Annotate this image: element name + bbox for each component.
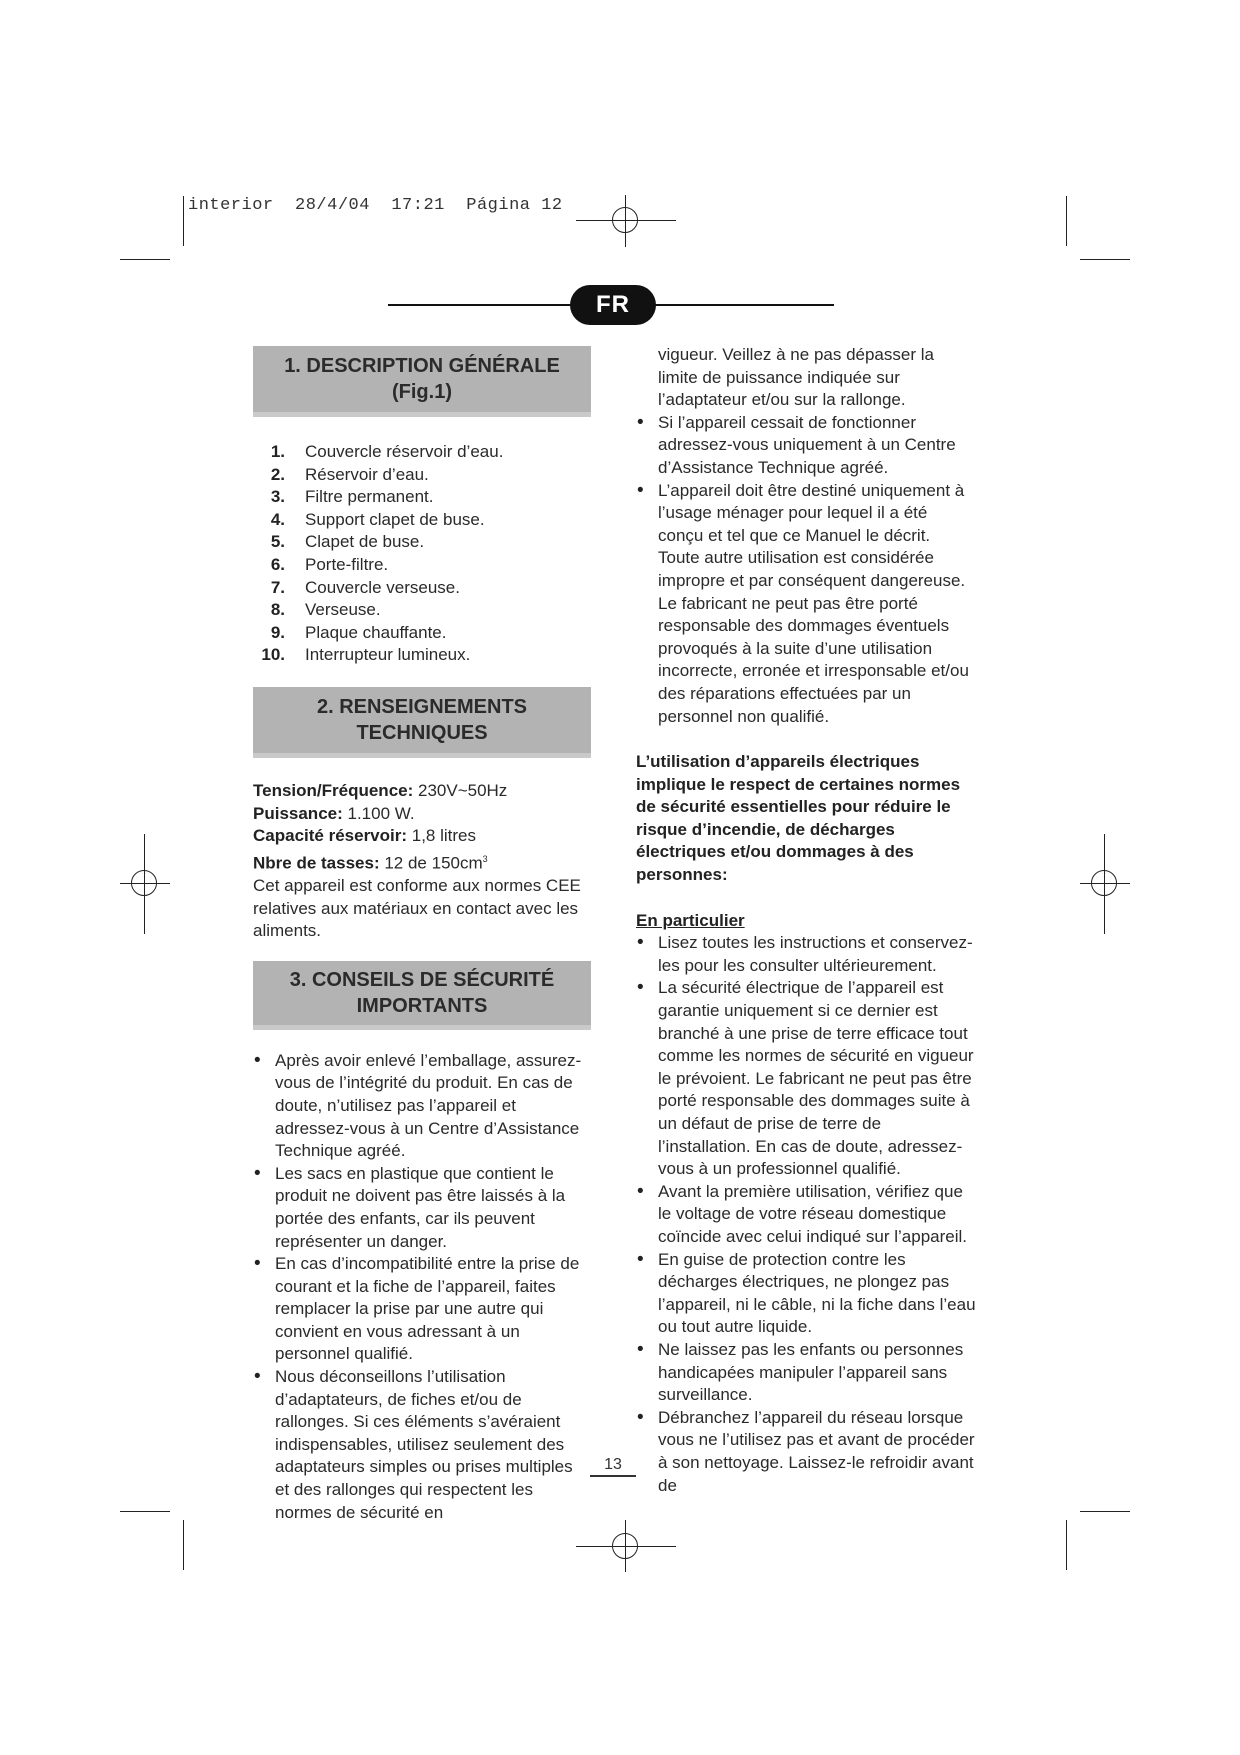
list-item: 6. Porte-filtre. xyxy=(270,554,389,574)
list-item: 10. Interrupteur lumineux. xyxy=(261,645,471,665)
right-column xyxy=(636,344,976,1497)
list-item: • En guise de protection contre les décharges électriques, ne plongez pas l’appareil, ni le câble, ni la fiche dans l’eau ou tout autre liquide. xyxy=(636,1249,976,1339)
list-item: 9. Plaque chauffante. xyxy=(270,622,447,642)
slug-page: Página 12 xyxy=(466,196,563,215)
spec-row: Capacité réservoir: 1,8 litres xyxy=(253,826,477,846)
parts-list xyxy=(253,441,591,667)
list-item: • La sécurité électrique de l’appareil est garantie uniquement si ce dernier est branché à une prise de terre efficace tout comme les normes de sécurité en vigueur le prévoient. Le fabricant ne peut pas être porté responsable des dommages suite à un défaut de prise de terre de l’installation. En cas de doute, adressez-vous à un professionnel qualifié. xyxy=(636,977,976,1180)
safety-intro-paragraph: L’utilisation d’appareils électriques implique le respect de certaines normes de sécurité essentielles pour réduire le risque d’incendie, de décharges électriques et/ou dommages à des personnes: xyxy=(636,752,961,885)
list-item: 7. Couvercle verseuse. xyxy=(270,577,460,597)
list-item: 3. Filtre permanent. xyxy=(270,487,434,507)
list-item: • Si l’appareil cessait de fonctionner adressez-vous uniquement à un Centre d’Assistance Technique agréé. xyxy=(636,412,976,480)
list-item: • En cas d’incompatibilité entre la prise de courant et la fiche de l’appareil, faites remplacer la prise par une autre qui convient en vous adressant à un personnel qualifié. xyxy=(253,1253,591,1366)
list-item: • L’appareil doit être destiné uniquement à l’usage ménager pour lequel il a été conçu et tel que ce Manuel le décrit. Toute autre utilisation est considérée impropre et par conséquent dangereuse. Le fabricant ne peut pas être porté responsable des dommages éventuels provoqués à la suite d’une utilisation incorrecte, erronée et irresponsable et/ou des réparations effectuées par un personnel non qualifié. xyxy=(636,480,976,729)
spec-row: Nbre de tasses: 12 de $150cm^3$ xyxy=(253,853,488,873)
slug-file: interior xyxy=(188,196,274,215)
printer-slug xyxy=(188,196,563,215)
list-item: • Ne laissez pas les enfants ou personnes handicapées manipuler l’appareil sans surveillance. xyxy=(636,1339,976,1407)
badge-rule-left xyxy=(388,304,578,306)
list-item: 5. Clapet de buse. xyxy=(270,532,425,552)
slug-time: 17:21 xyxy=(391,196,445,215)
left-column xyxy=(253,344,591,1524)
conformity-note: Cet appareil est conforme aux normes CEE relatives aux matériaux en contact avec les aliments. xyxy=(253,875,581,941)
technical-specs xyxy=(253,780,591,943)
subheading-en-particulier: En particulier xyxy=(636,910,745,930)
list-item: 8. Verseuse. xyxy=(270,600,381,620)
slug-date: 28/4/04 xyxy=(295,196,370,215)
list-item: • Après avoir enlevé l’emballage, assurez-vous de l’intégrité du produit. En cas de doute, n’utilisez pas l’appareil et adressez-vous à un Centre d’Assistance Technique agréé. xyxy=(253,1050,591,1163)
list-item: 1. Couvercle réservoir d’eau. xyxy=(270,442,504,461)
spec-row: Tension/Fréquence: 230V~50Hz xyxy=(253,780,508,800)
list-item: • Lisez toutes les instructions et conservez-les pour les consulter ultérieurement. xyxy=(636,932,976,977)
section-heading-description: 1. DESCRIPTION GÉNÉRALE (Fig.1) xyxy=(253,346,591,417)
spec-row: Puissance: 1.100 W. xyxy=(253,803,415,823)
list-item: • Nous déconseillons l’utilisation d’adaptateurs, de fiches et/ou de rallonges. Si ces éléments s’avéraient indispensables, utilisez seulement des adaptateurs simples ou prises multiples et des rallonges qui respectent les normes de sécurité en xyxy=(253,1366,591,1524)
continued-bullet-text: vigueur. Veillez à ne pas dépasser la limite de puissance indiquée sur l’adaptateur et/ou sur la rallonge. xyxy=(658,345,934,410)
section-heading-safety: 3. CONSEILS DE SÉCURITÉ IMPORTANTS xyxy=(253,961,591,1030)
language-badge: FR xyxy=(570,285,656,325)
page-number: 13 xyxy=(590,1456,636,1477)
section-heading-technical: 2. RENSEIGNEMENTS TECHNIQUES xyxy=(253,687,591,758)
list-item: • Débranchez l’appareil du réseau lorsque vous ne l’utilisez pas et avant de procéder à son nettoyage. Laissez-le refroidir avant de xyxy=(636,1407,976,1497)
safety-bullets-left xyxy=(253,1050,591,1524)
safety-bullets-right-top xyxy=(636,412,976,728)
safety-bullets-right-bottom xyxy=(636,932,976,1497)
badge-rule-right xyxy=(650,304,834,306)
list-item: 4. Support clapet de buse. xyxy=(270,509,485,529)
list-item: 2. Réservoir d’eau. xyxy=(270,464,429,484)
list-item: • Avant la première utilisation, vérifiez que le voltage de votre réseau domestique coïncide avec celui indiqué sur l’appareil. xyxy=(636,1181,976,1249)
list-item: • Les sacs en plastique que contient le produit ne doivent pas être laissés à la portée des enfants, car ils peuvent représenter un danger. xyxy=(253,1163,591,1253)
